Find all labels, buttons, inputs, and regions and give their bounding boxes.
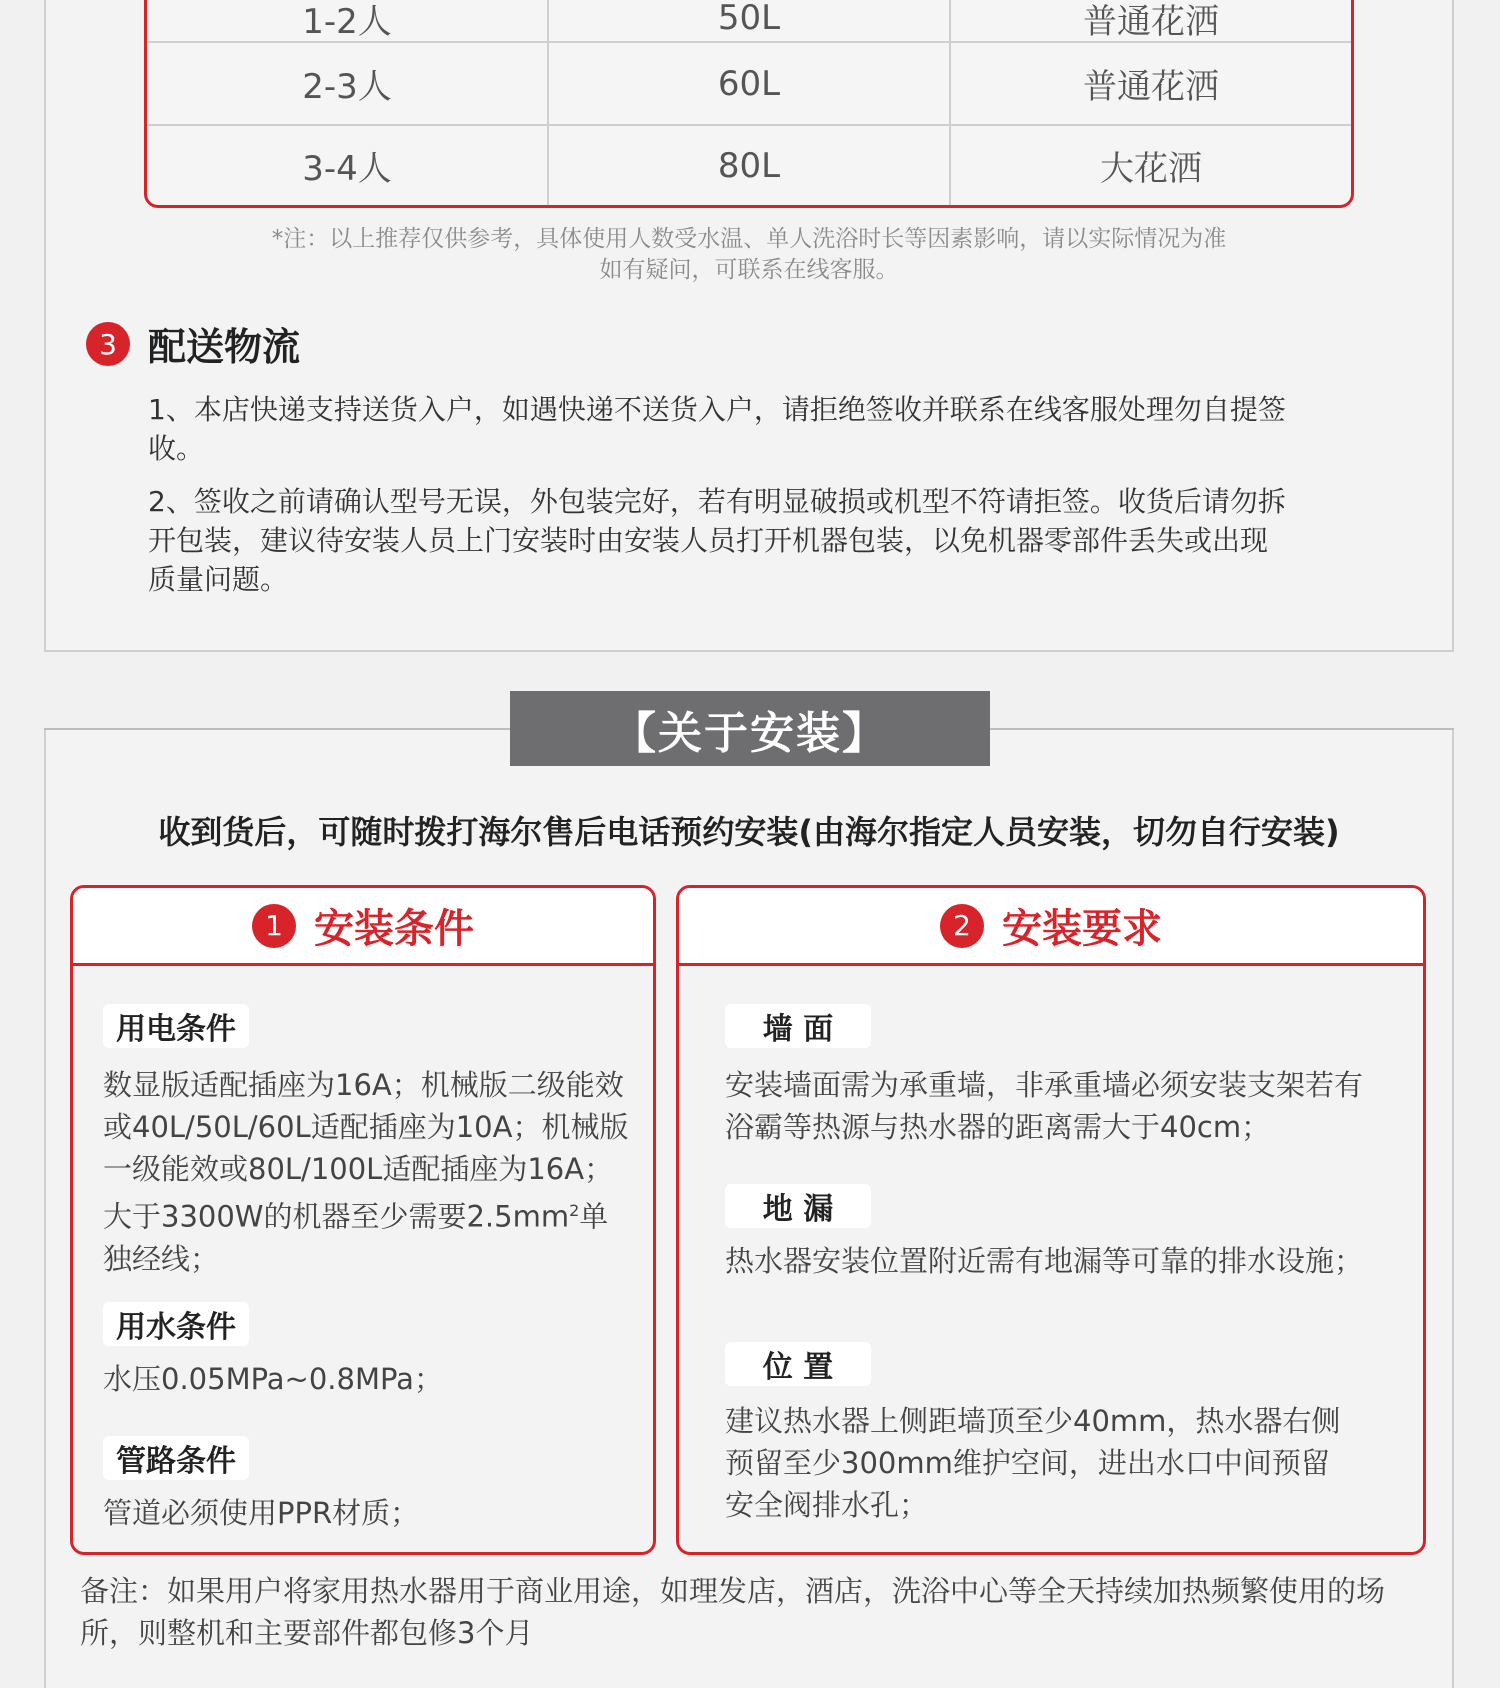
card-title: 安装要求	[1002, 906, 1162, 952]
table-row	[147, 0, 1351, 41]
card-header	[679, 888, 1423, 966]
cell-people: 2-3人	[302, 67, 392, 107]
cell-shower: 大花洒	[949, 126, 1351, 205]
water-label: 用水条件	[103, 1302, 249, 1346]
install-requirements-card	[676, 885, 1426, 1555]
table-footnote	[144, 224, 1354, 286]
capacity-table	[144, 0, 1354, 208]
electric-text-tail: 单独经线；	[103, 1199, 609, 1276]
position-text: 建议热水器上侧距墙顶至少40mm，热水器右侧预留至少300mm维护空间，进出水口中间预留安全阀排水孔；	[725, 1404, 1341, 1522]
water-text: 水压0.05MPa~0.8MPa；	[103, 1362, 443, 1396]
cell-shower: 普通花洒	[949, 43, 1351, 124]
remark-note: 备注：如果用户将家用热水器用于商业用途，如理发店，酒店，洗浴中心等全天持续加热频繁使用的场所，则整机和主要部件都包修3个月	[80, 1574, 1386, 1650]
delivery-item-1: 1、本店快递支持送货入户，如遇快递不送货入户，请拒绝签收并联系在线客服处理勿自提签收。	[148, 393, 1286, 465]
delivery-item-2: 2、签收之前请确认型号无误，外包装完好，若有明显破损或机型不符请拒签。收货后请勿拆开包装，建议待安装人员上门安装时由安装人员打开机器包装，以免机器零部件丢失或出现质量问题。	[148, 485, 1286, 596]
card-number-badge: 2	[940, 904, 984, 948]
card-header	[73, 888, 653, 966]
cell-volume: 50L	[547, 0, 949, 41]
banner-rule-left	[44, 728, 510, 730]
card-number-badge: 1	[252, 904, 296, 948]
electric-superscript: 2	[569, 1201, 580, 1220]
electric-text	[103, 1064, 633, 1280]
drain-text: 热水器安装位置附近需有地漏等可靠的排水设施；	[725, 1244, 1364, 1278]
cell-people: 3-4人	[302, 149, 392, 189]
position-label: 位 置	[725, 1342, 871, 1386]
table-row	[147, 126, 1351, 205]
card-title: 安装条件	[314, 906, 474, 952]
cell-shower: 普通花洒	[949, 0, 1351, 41]
install-intro: 收到货后，可随时拨打海尔售后电话预约安装(由海尔指定人员安装，切勿自行安装)	[158, 813, 1340, 851]
section-title: 配送物流	[148, 325, 301, 369]
about-install-banner: 【关于安装】	[510, 691, 990, 766]
electric-label: 用电条件	[103, 1004, 249, 1048]
pipe-label: 管路条件	[103, 1436, 249, 1480]
footnote-line: 如有疑问，可联系在线客服。	[599, 257, 899, 283]
section-number-badge: 3	[86, 322, 130, 366]
table-row	[147, 43, 1351, 124]
wall-text: 安装墙面需为承重墙，非承重墙必须安装支架若有浴霸等热源与热水器的距离需大于40cm；	[725, 1068, 1364, 1144]
cell-volume: 80L	[547, 126, 949, 205]
drain-label: 地 漏	[725, 1184, 871, 1228]
footnote-line: *注：以上推荐仅供参考，具体使用人数受水温、单人洗浴时长等因素影响，请以实际情况为准	[271, 226, 1227, 252]
electric-text-main: 数显版适配插座为16A；机械版二级能效或40L/50L/60L适配插座为10A；机械版一级能效或80L/100L适配插座为16A；大于3300W的机器至少需要2.5mm	[103, 1068, 629, 1234]
cell-volume: 60L	[547, 43, 949, 124]
pipe-text: 管道必须使用PPR材质；	[103, 1496, 420, 1530]
wall-label: 墙 面	[725, 1004, 871, 1048]
install-conditions-card	[70, 885, 656, 1555]
banner-rule-right	[990, 728, 1454, 730]
cell-people: 1-2人	[302, 1, 392, 42]
